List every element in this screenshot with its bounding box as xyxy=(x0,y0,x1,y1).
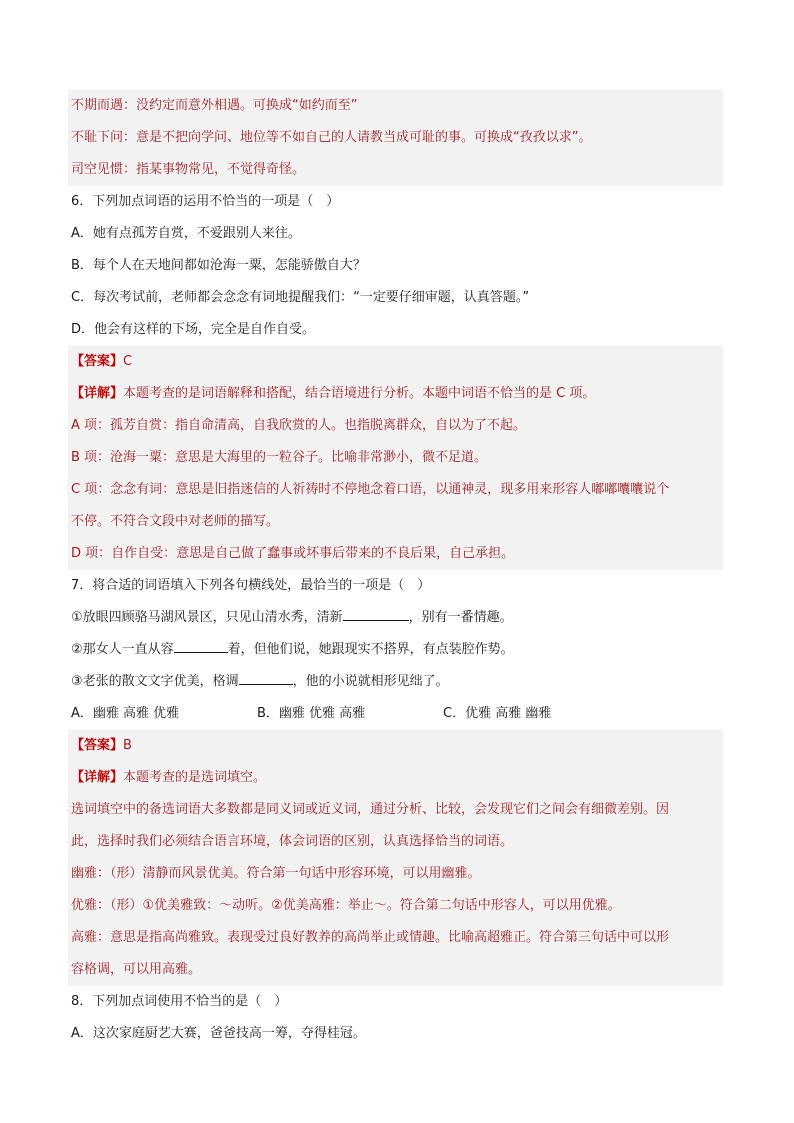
answer-label: 【答案】 xyxy=(71,354,124,369)
text-line xyxy=(68,410,723,442)
line-text: D．他会有这样的下场，完全是自作自受。 xyxy=(71,322,316,337)
line-text: 本题考查的是选词填空。 xyxy=(123,770,267,785)
line-text: A．这次家庭厨艺大赛，爸爸技高一筹，夺得桂冠。 xyxy=(71,1026,366,1041)
line-text: 选词填空中的备选词语大多数都是同义词或近义词，通过分析、比较，会发现它们之间会有细微差别。因 xyxy=(71,802,670,817)
answer-option: C．优雅 高雅 幽雅 xyxy=(443,706,552,721)
line-text: 7．将合适的词语填入下列各句横线处，最恰当的一项是（ ） xyxy=(71,578,431,593)
line-text: 优雅：（形）①优美雅致：～动听。②优美高雅：举止～。符合第二句话中形容人，可以用优雅。 xyxy=(71,898,621,913)
line-text: 本题考查的是词语解释和搭配，结合语境进行分析。本题中词语不恰当的是 C 项。 xyxy=(123,386,596,401)
text-line xyxy=(68,730,723,762)
text-line xyxy=(68,634,723,666)
sentence-part: ②那女人一直从容 xyxy=(71,642,174,657)
line-text: 8．下列加点词使用不恰当的是（ ） xyxy=(71,994,288,1009)
fill-blank xyxy=(239,670,293,685)
text-line xyxy=(68,986,723,1018)
sentence-part: ③老张的散文文字优美，格调 xyxy=(71,674,239,689)
text-line xyxy=(68,890,723,922)
text-line xyxy=(68,826,723,858)
line-text: 6．下列加点词语的运用不恰当的一项是（ ） xyxy=(71,194,340,209)
line-text: B xyxy=(123,738,132,753)
text-line xyxy=(68,186,723,218)
text-line xyxy=(68,506,723,538)
line-text: 不耻下问：意是不把向学问、地位等不如自己的人请教当成可耻的事。可换成“孜孜以求”。 xyxy=(71,130,592,145)
text-line xyxy=(68,1018,723,1050)
answer-label: 【答案】 xyxy=(71,738,124,753)
sentence-part: ①放眼四顾骆马湖风景区，只见山清水秀，清新 xyxy=(71,610,343,625)
answer-option: A．幽雅 高雅 优雅 xyxy=(71,706,180,721)
line-text: B 项：沧海一粟：意思是大海里的一粒谷子。比喻非常渺小，微不足道。 xyxy=(71,450,488,465)
text-line xyxy=(68,346,723,378)
text-line xyxy=(68,122,723,154)
line-text: 不停。不符合文段中对老师的描写。 xyxy=(71,514,280,529)
line-text: 容格调，可以用高雅。 xyxy=(71,962,202,977)
text-line xyxy=(68,90,723,122)
text-line xyxy=(68,602,723,634)
text-line xyxy=(68,442,723,474)
text-line xyxy=(68,922,723,954)
text-line xyxy=(68,570,723,602)
text-line xyxy=(68,378,723,410)
sentence-part: ，他的小说就相形见绌了。 xyxy=(292,674,449,689)
line-text: 此，选择时我们必须结合语言环境，体会词语的区别，认真选择恰当的词语。 xyxy=(71,834,514,849)
text-line xyxy=(68,474,723,506)
text-line xyxy=(68,154,723,186)
text-line xyxy=(68,666,723,698)
detail-label: 【详解】 xyxy=(71,770,124,785)
line-text: 不期而遇：没约定而意外相遇。可换成“如约而至” xyxy=(71,98,358,113)
text-line xyxy=(68,250,723,282)
text-line xyxy=(68,794,723,826)
line-text: 司空见惯：指某事物常见，不觉得奇怪。 xyxy=(71,162,306,177)
line-text: D 项：自作自受：意思是自己做了蠢事或坏事后带来的不良后果，自己承担。 xyxy=(71,546,515,561)
line-text: B．每个人在天地间都如沧海一粟，怎能骄傲自大？ xyxy=(71,258,366,273)
text-line xyxy=(68,762,723,794)
text-line xyxy=(68,858,723,890)
text-line xyxy=(68,218,723,250)
fill-blank xyxy=(343,606,409,621)
text-line xyxy=(68,538,723,570)
line-text: C 项：念念有词：意思是旧指迷信的人祈祷时不停地念着口语，以通神灵，现多用来形容人嘟嘟囔囔说个 xyxy=(71,482,670,497)
text-line xyxy=(68,282,723,314)
line-text: A．她有点孤芳自赏，不爱跟别人来往。 xyxy=(71,226,301,241)
line-text: C xyxy=(123,354,133,369)
line-text: C．每次考试前，老师都会念念有词地提醒我们：“一定要仔细审题，认真答题。” xyxy=(71,290,530,305)
fill-blank xyxy=(174,638,228,653)
document-content xyxy=(68,90,723,1050)
sentence-part: 着，但他们说，她跟现实不搭界，有点装腔作势。 xyxy=(227,642,514,657)
text-line xyxy=(68,954,723,986)
text-line xyxy=(68,698,723,730)
line-text: 高雅：意思是指高尚雅致。表现受过良好教养的高尚举止或情趣。比喻高超雅正。符合第三句话中可以形 xyxy=(71,930,670,945)
text-line xyxy=(68,314,723,346)
sentence-part: ，别有一番情趣。 xyxy=(408,610,513,625)
line-text: A 项：孤芳自赏：指自命清高，自我欣赏的人。也指脱离群众，自以为了不起。 xyxy=(71,418,527,433)
line-text: 幽雅：（形）清静而风景优美。符合第一句话中形容环境，可以用幽雅。 xyxy=(71,866,481,881)
answer-option: B．幽雅 优雅 高雅 xyxy=(257,706,366,721)
detail-label: 【详解】 xyxy=(71,386,124,401)
